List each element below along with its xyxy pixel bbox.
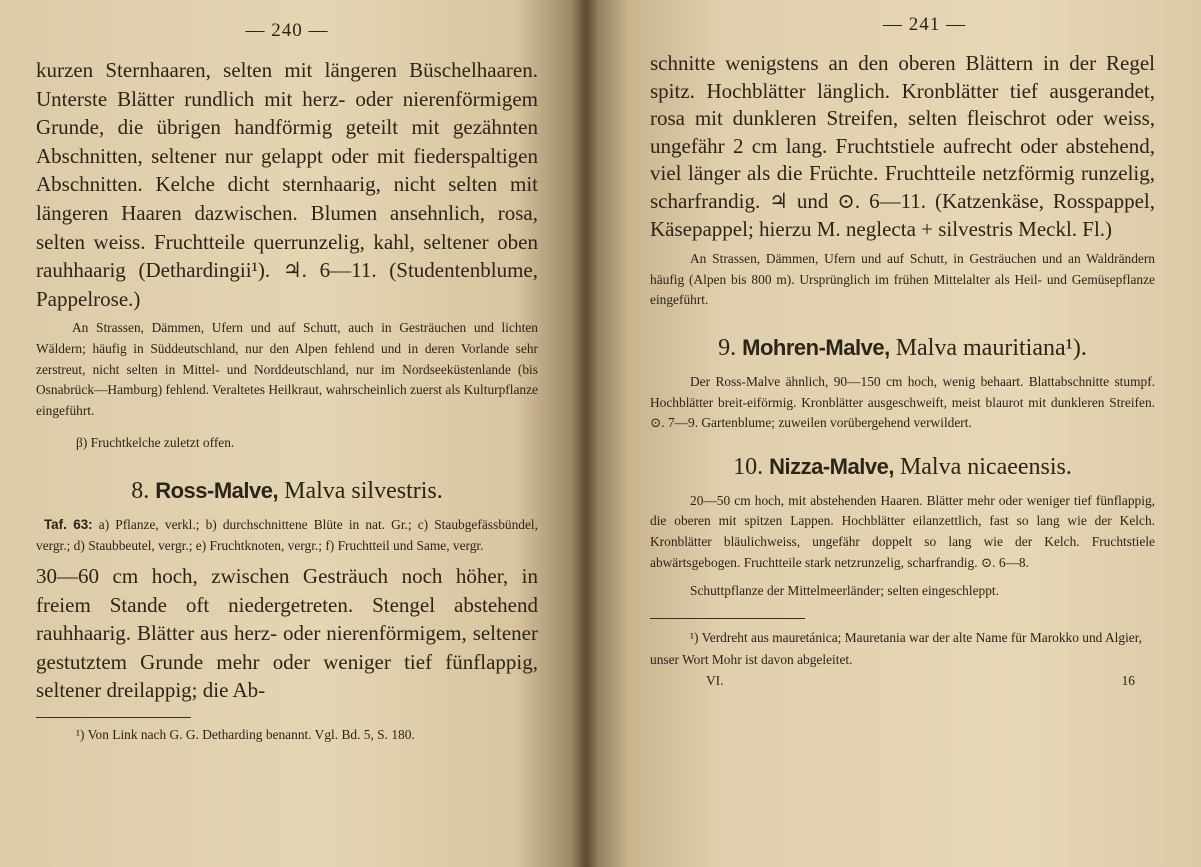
book-gutter (572, 0, 598, 867)
section-common-name: Nizza-Malve, (769, 453, 894, 479)
plate-text: a) Pflanze, verkl.; b) durchschnittene Blüte in nat. Gr.; c) Staubgefässbündel, vergr.; d) Staubbeutel, vergr.; e) Fruchtknoten, vergr.; f) Fruchtteil und Same, vergr. (36, 516, 538, 553)
section-latin-name: Malva nicaeensis. (899, 453, 1072, 480)
plate-caption (36, 515, 538, 556)
section-number: 8. (131, 477, 150, 504)
continuation-text-left: kurzen Sternhaaren, selten mit längeren Büschelhaaren. Unterste Blätter rundlich mit herz- oder nierenförmigem Grunde, die übrigen handförmig geteilt mit gezähnten Abschnitten, seltener nur gelappt oder mit fiederspaltigen Abschnitten. Kelche dicht sternhaarig, nicht selten mit längeren Haaren dazwischen. Blumen ansehnlich, rosa, selten weiss. Fruchtteile querrunzelig, kahl, seltener oben rauhhaarig (Dethardingii¹). ♃. 6—11. (Studentenblume, Pappelrose.) (36, 58, 538, 311)
section-heading-mohren-malve (650, 335, 1155, 362)
habitat-text-left: An Strassen, Dämmen, Ufern und auf Schutt, auch in Gesträuchen und lichten Wäldern; häufig in Süddeutschland, nur den Alpen fehlend und in deren Vorlande sehr zerstreut, nicht selten in Mittel- und Norddeutschland, nur im Nordseeküstenlande (bis Osnabrück—Hamburg) fehlend. Veraltetes Heilkraut, wahrscheinlich zuerst als Kulturpflanze eingeführt. (36, 320, 538, 418)
description-ross-malve: 30—60 cm hoch, zwischen Gesträuch noch höher, in freiem Stande oft niedergetreten. Stengel abstehend rauhhaarig. Blätter aus herz- oder nierenförmigem, seltener gestutztem Grunde mehr oder weniger tief fünflappig, seltener dreilappig; die Ab- (36, 564, 538, 703)
beta-note: β) Fruchtkelche zuletzt offen. (76, 435, 235, 451)
right-page (586, 0, 1201, 867)
plate-label: Taf. 63: (44, 516, 93, 532)
section-number: 10. (733, 453, 764, 480)
description-mohren-malve: Der Ross-Malve ähnlich, 90—150 cm hoch, wenig behaart. Blattabschnitte stumpf. Hochblätter breit-eiförmig. Kronblätter ausgeschweift, meist blaurot mit dunkleren Streifen. ⊙. 7—9. Gartenblume; zuweilen vorübergehend verwildert. (650, 373, 1155, 431)
habitat-nizza-malve: Schuttpflanze der Mittelmeerländer; selten eingeschleppt. (690, 583, 999, 599)
left-page (0, 0, 586, 867)
footnote-left: ¹) Von Link nach G. G. Detharding benannt. Vgl. Bd. 5, S. 180. (76, 727, 415, 743)
footnote-right: ¹) Verdreht aus mauretánica; Mauretania war der alte Name für Marokko und Algier, unser Wort Mohr ist davon abgeleitet. (650, 629, 1143, 667)
footnote-rule-right (650, 618, 805, 619)
section-latin-name: Malva mauritiana¹). (895, 334, 1087, 361)
page-number-right: — 241 — (883, 14, 966, 35)
section-heading-ross-malve (36, 478, 538, 505)
signature-number: 16 (1121, 672, 1135, 688)
footnote-rule-left (36, 717, 191, 718)
page-number-left: — 240 — (245, 20, 329, 41)
signature-mark: VI. (706, 672, 724, 688)
habitat-text-right: An Strassen, Dämmen, Ufern und auf Schutt, in Gesträuchen und an Waldrändern häufig (Alpen bis 800 m). Ursprünglich im frühen Mittelalter als Heil- und Gemüsepflanze eingeführt. (650, 251, 1155, 308)
section-latin-name: Malva silvestris. (284, 477, 443, 504)
section-common-name: Mohren-Malve, (742, 334, 890, 360)
section-number: 9. (718, 334, 737, 361)
description-nizza-malve: 20—50 cm hoch, mit abstehenden Haaren. Blätter mehr oder weniger tief fünflappig, die oberen mit spitzen Lappen. Hochblätter eilanzettlich, fast so lang wie der Kelch. Kronblätter bläulichweiss, ungefähr doppelt so lang wie der Kelch. Fruchtstiele abwärtsgebogen. Fruchtteile stark netzrunzelig, scharfrandig. ⊙. 6—8. (650, 492, 1155, 570)
section-heading-nizza-malve (650, 454, 1155, 481)
continuation-text-right: schnitte wenigstens an den oberen Blättern in der Regel spitz. Hochblätter länglich. Kronblätter tief ausgerandet, rosa mit dunkleren Streifen, selten fleischrot oder weiss, ungefähr 2 cm lang. Fruchtstiele aufrecht oder abstehend, viel länger als die Früchte. Fruchtteile netzförmig runzelig, scharfrandig. ♃ und ⊙. 6—11. (Katzenkäse, Rosspappel, Käsepappel; hierzu M. neglecta + silvestris Meckl. Fl.) (650, 51, 1155, 241)
signature-line (650, 673, 1155, 689)
section-common-name: Ross-Malve, (155, 477, 279, 503)
